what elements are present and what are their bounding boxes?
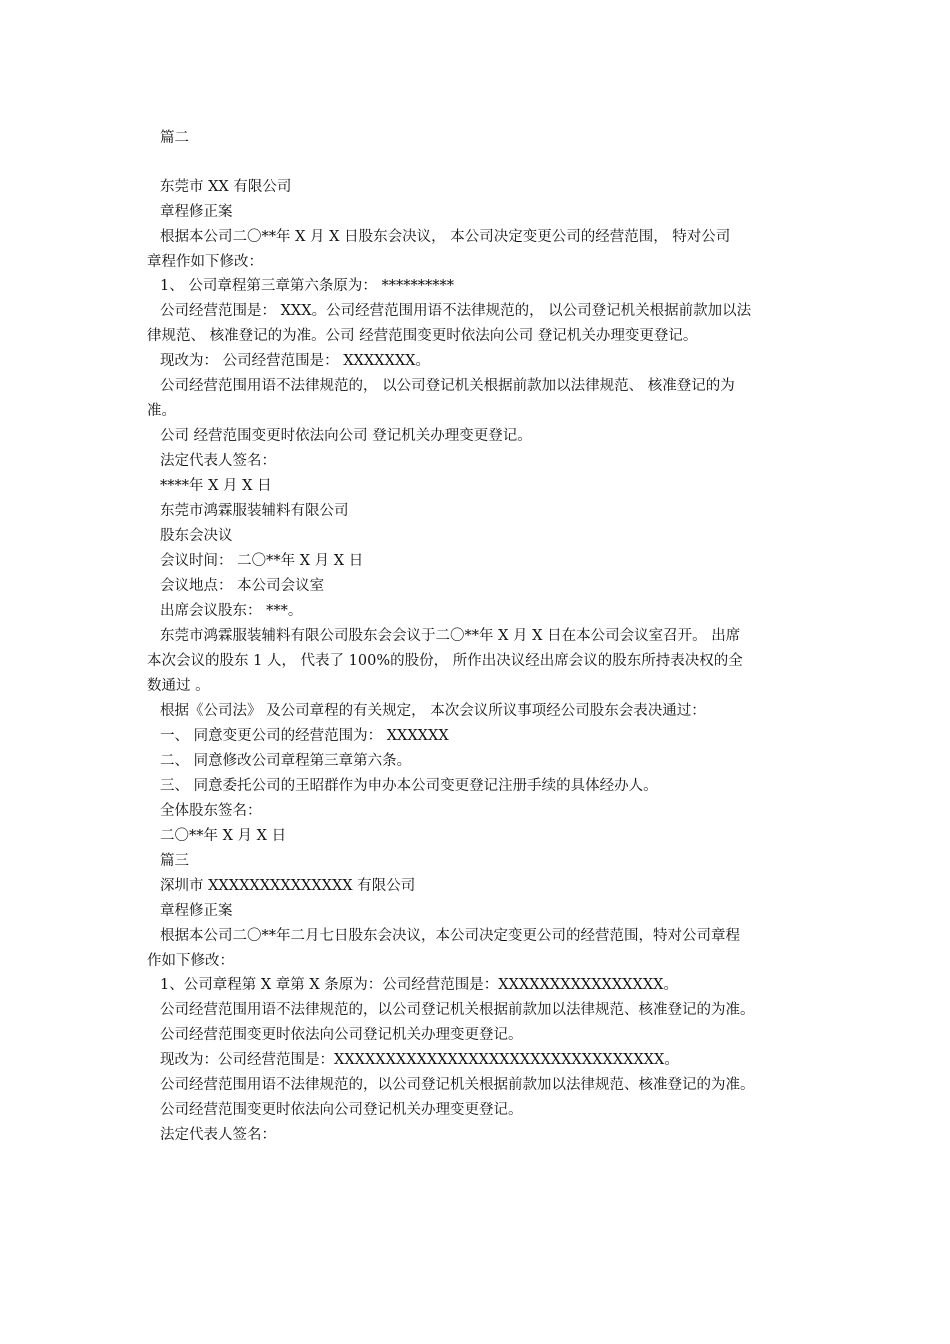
paragraph-line: 东莞市鸿霖服装辅料有限公司股东会会议于二〇**年 X 月 X 日在本公司会议室召开。 出席 [160, 628, 741, 644]
paragraph-line: 现改为：公司经营范围是：XXXXXXXXXXXXXXXXXXXXXXXXXXXXXXXX。 [160, 1052, 679, 1068]
resolution-item: 一、 同意变更公司的经营范围为： XXXXXX [160, 728, 449, 744]
document-title: 股东会决议 [160, 528, 233, 544]
paragraph-line: 公司经营范围用语不法律规范的， 以公司登记机关根据前款加以法律规范、 核准登记的为 [160, 378, 735, 394]
paragraph-line: 作如下修改： [147, 953, 234, 969]
resolution-item: 二、 同意修改公司章程第三章第六条。 [160, 753, 412, 769]
paragraph-line: 公司 经营范围变更时依法向公司 登记机关办理变更登记。 [160, 428, 532, 444]
document-title: 章程修正案 [160, 903, 233, 919]
company-name: 东莞市 XX 有限公司 [160, 179, 292, 195]
paragraph-line: 公司经营范围用语不法律规范的，以公司登记机关根据前款加以法律规范、核准登记的为准。 [160, 1077, 755, 1093]
signature-label: 法定代表人签名： [160, 453, 276, 469]
meeting-time: 会议时间： 二〇**年 X 月 X 日 [160, 553, 364, 569]
paragraph-line: 数通过 。 [147, 678, 210, 694]
section-heading: 篇二 [160, 130, 189, 146]
paragraph-line: 现改为： 公司经营范围是： XXXXXXX。 [160, 353, 430, 369]
paragraph-line: 公司经营范围是： XXX。公司经营范围用语不法律规范的， 以公司登记机关根据前款加以法 [160, 303, 752, 319]
paragraph-line: 公司经营范围变更时依法向公司登记机关办理变更登记。 [160, 1027, 523, 1043]
paragraph-line: 1、公司章程第 X 章第 X 条原为：公司经营范围是：XXXXXXXXXXXXXXXX。 [160, 977, 678, 993]
paragraph-line: 1、 公司章程第三章第六条原为： ********** [160, 278, 454, 294]
paragraph-line: 根据本公司二〇**年二月七日股东会决议，本公司决定变更公司的经营范围，特对公司章程 [160, 928, 740, 944]
meeting-attendees: 出席会议股东： ***。 [160, 603, 303, 619]
paragraph-line: 根据本公司二〇**年 X 月 X 日股东会决议， 本公司决定变更公司的经营范围， 特对公司 [160, 229, 731, 245]
resolution-item: 三、 同意委托公司的王昭群作为申办本公司变更登记注册手续的具体经办人。 [160, 778, 658, 794]
paragraph-line: 根据《公司法》 及公司章程的有关规定， 本次会议所议事项经公司股东会表决通过： [160, 703, 706, 719]
paragraph-line: 准。 [147, 403, 176, 419]
date-line: 二〇**年 X 月 X 日 [160, 828, 287, 844]
paragraph-line: 章程作如下修改： [147, 254, 263, 270]
meeting-place: 会议地点： 本公司会议室 [160, 578, 325, 594]
company-name: 深圳市 XXXXXXXXXXXXXX 有限公司 [160, 878, 416, 894]
document-title: 章程修正案 [160, 204, 233, 220]
section-heading: 篇三 [160, 853, 189, 869]
signature-label: 全体股东签名： [160, 803, 262, 819]
date-line: ****年 X 月 X 日 [160, 478, 272, 494]
paragraph-line: 公司经营范围用语不法律规范的，以公司登记机关根据前款加以法律规范、核准登记的为准。 [160, 1002, 755, 1018]
paragraph-line: 公司经营范围变更时依法向公司登记机关办理变更登记。 [160, 1102, 523, 1118]
company-name: 东莞市鸿霖服装辅料有限公司 [160, 503, 349, 519]
paragraph-line: 律规范、 核准登记的为准。公司 经营范围变更时依法向公司 登记机关办理变更登记。 [147, 328, 698, 344]
signature-label: 法定代表人签名： [160, 1127, 276, 1143]
paragraph-line: 本次会议的股东 1 人， 代表了 100%的股份， 所作出决议经出席会议的股东所持表决权的全 [147, 653, 743, 669]
